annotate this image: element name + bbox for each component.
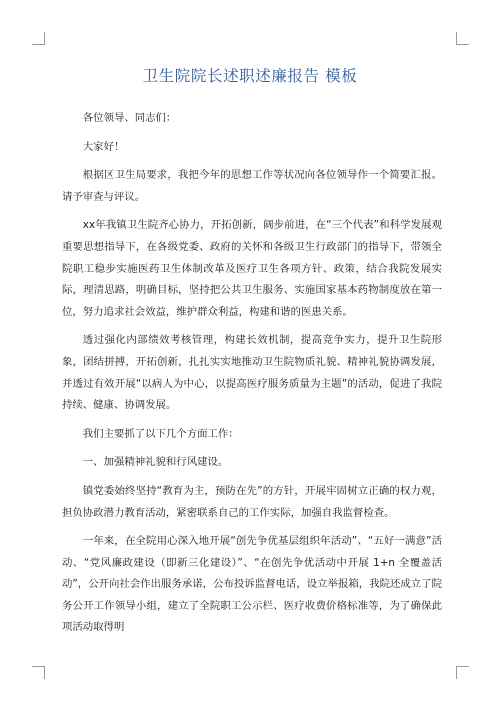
paragraph-greeting: 大家好！ [82,140,125,153]
paragraph-party-education: 镇党委始终坚持“教育为主，预防在先”的方针，开展牢固树立正确的权力观，担负协政潜力教育活动，紧密联系自己的工作实际，加强自我监督检查。 [62,484,442,519]
paragraph-intro: 根据区卫生局要求，我把今年的思想工作等状况向各位领导作一个简要汇报。请予审查与评议。 [62,169,442,203]
paragraph-management: 透过强化内部绩效考核管理，构建长效机制，提高竞争实力，提升卫生院形象，团结拼搏，开拓创新，扎扎实实地推动卫生院物质礼貌、精神礼貌协调发展，并透过有效开展“以病人为中心，以提高医疗服务质量为主题”的活动，促进了我院持续、健康、协调发展。 [62,334,442,412]
crop-mark-bottom-right [456,666,469,679]
crop-mark-top-right [456,32,469,45]
paragraph-overview: xx年我镇卫生院齐心协力，开拓创新，阔步前进，在“三个代表”和科学发展观重要思想指导下，在各级党委、政府的关怀和各级卫生行政部门的指导下，带领全院职工稳步实施医药卫生体制改革及医疗卫生各项方针、政策，结合我院发展实际，理清思路，明确目标，坚持把公共卫生服务、实施国家基本药物制度放在第一位，努力追求社会效益，维护群众利益，构建和谐的医患关系。 [62,219,442,318]
document-body [62,108,442,646]
paragraph-salutation: 各位领导、同志们： [82,112,177,124]
crop-mark-top-left [32,32,45,45]
paragraph-work-items: 我们主要抓了以下几个方面工作： [82,427,239,440]
paragraph-activities: 一年来，在全院用心深入地开展“创先争优基层组织年活动”、“五好一满意”活动、“党风廉政建设（即新三化建设）”、“在创先争优活动中开展 1+n 全覆盖活动”，公开向社会作出服务承诺，公布投诉监督电话，设立举报箱，我院还成立了院务公开工作领导小组，建立了全院职工公示栏、医疗收费价格标准等，为了确保此项活动取得明 [62,535,442,634]
crop-mark-bottom-left [32,666,45,679]
document-title: 卫生院院长述职述廉报告 模板 [142,67,358,85]
paragraph-section-heading: 一、加强精神礼貌和行风建设。 [82,456,229,469]
